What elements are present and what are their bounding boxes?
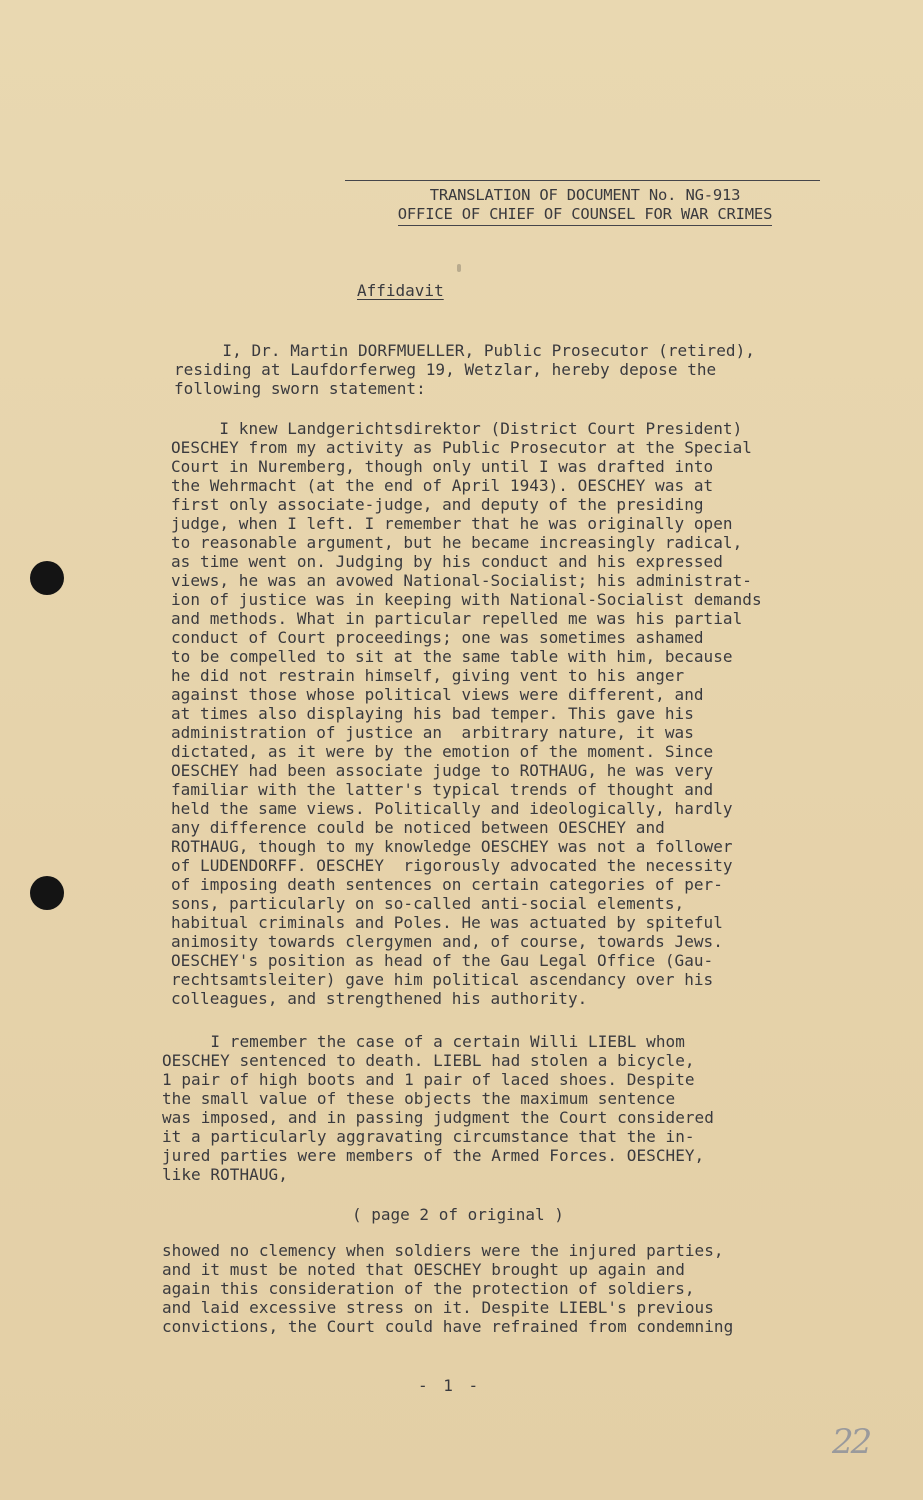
punch-hole (30, 561, 64, 595)
page-number: - 1 - (418, 1376, 482, 1395)
page-break-note: ( page 2 of original ) (352, 1205, 564, 1224)
paper-speck (457, 264, 461, 272)
header-title-line2: OFFICE OF CHIEF OF COUNSEL FOR WAR CRIMES (398, 205, 772, 226)
handwritten-page-number: 22 (832, 1422, 870, 1462)
body-paragraph-2: I remember the case of a certain Willi LIEBL whom OESCHEY sentenced to death. LIEBL had stolen a bicycle, 1 pair of high boots and 1 pair of laced shoes. Despite the small value of these objects the maximum sentence was imposed, and in passing judgment the Court considered it a particularly aggravating circumstance that the in- jured parties were members of the Armed Forces. OESCHEY, like ROTHAUG, (162, 1032, 714, 1184)
document-header (345, 186, 825, 226)
intro-paragraph: I, Dr. Martin DORFMUELLER, Public Prosecutor (retired), residing at Laufdorferweg 19, Wetzlar, hereby depose the following sworn statement: (174, 341, 755, 398)
punch-hole (30, 876, 64, 910)
body-paragraph-1: I knew Landgerichtsdirektor (District Court President) OESCHEY from my activity as Public Prosecutor at the Special Court in Nuremberg, though only until I was drafted into the Wehrmacht (at the end of April 1943). OESCHEY was at first only associate-judge, and deputy of the presiding judge, when I left. I remember that he was originally open to reasonable argument, but he became increasingly radical, as time went on. Judging by his conduct and his expressed views, he was an avowed National-Socialist; his administrat- ion of justice was in keeping with National-Socialist demands and methods. What in particular repelled me was his partial conduct of Court proceedings; one was sometimes ashamed to be compelled to sit at the same table with him, because he did not restrain himself, giving vent to his anger against those whose political views were different, and at times also displaying his bad temper. This gave his administration of justice an arbitrary nature, it was dictated, as it were by the emotion of the moment. Since OESCHEY had been associate judge to ROTHAUG, he was very familiar with the latter's typical trends of thought and held the same views. Politically and ideologically, hardly any difference could be noticed between OESCHEY and ROTHAUG, though to my knowledge OESCHEY was not a follower of LUDENDORFF. OESCHEY rigorously advocated the necessity of imposing death sentences on certain categories of per- sons, particularly on so-called anti-social elements, habitual criminals and Poles. He was actuated by spiteful animosity towards clergymen and, of course, towards Jews. OESCHEY's position as head of the Gau Legal Office (Gau- rechtsamtsleiter) gave him political ascendancy over his colleagues, and strengthened his authority. (171, 419, 762, 1008)
header-rule (345, 180, 820, 181)
body-paragraph-3: showed no clemency when soldiers were the injured parties, and it must be noted that OESCHEY brought up again and again this consideration of the protection of soldiers, and laid excessive stress on it. Despite LIEBL's previous convictions, the Court could have refrained from condemning (162, 1241, 734, 1336)
header-title-line1: TRANSLATION OF DOCUMENT No. NG-913 (429, 186, 741, 204)
document-heading: Affidavit (357, 281, 444, 300)
